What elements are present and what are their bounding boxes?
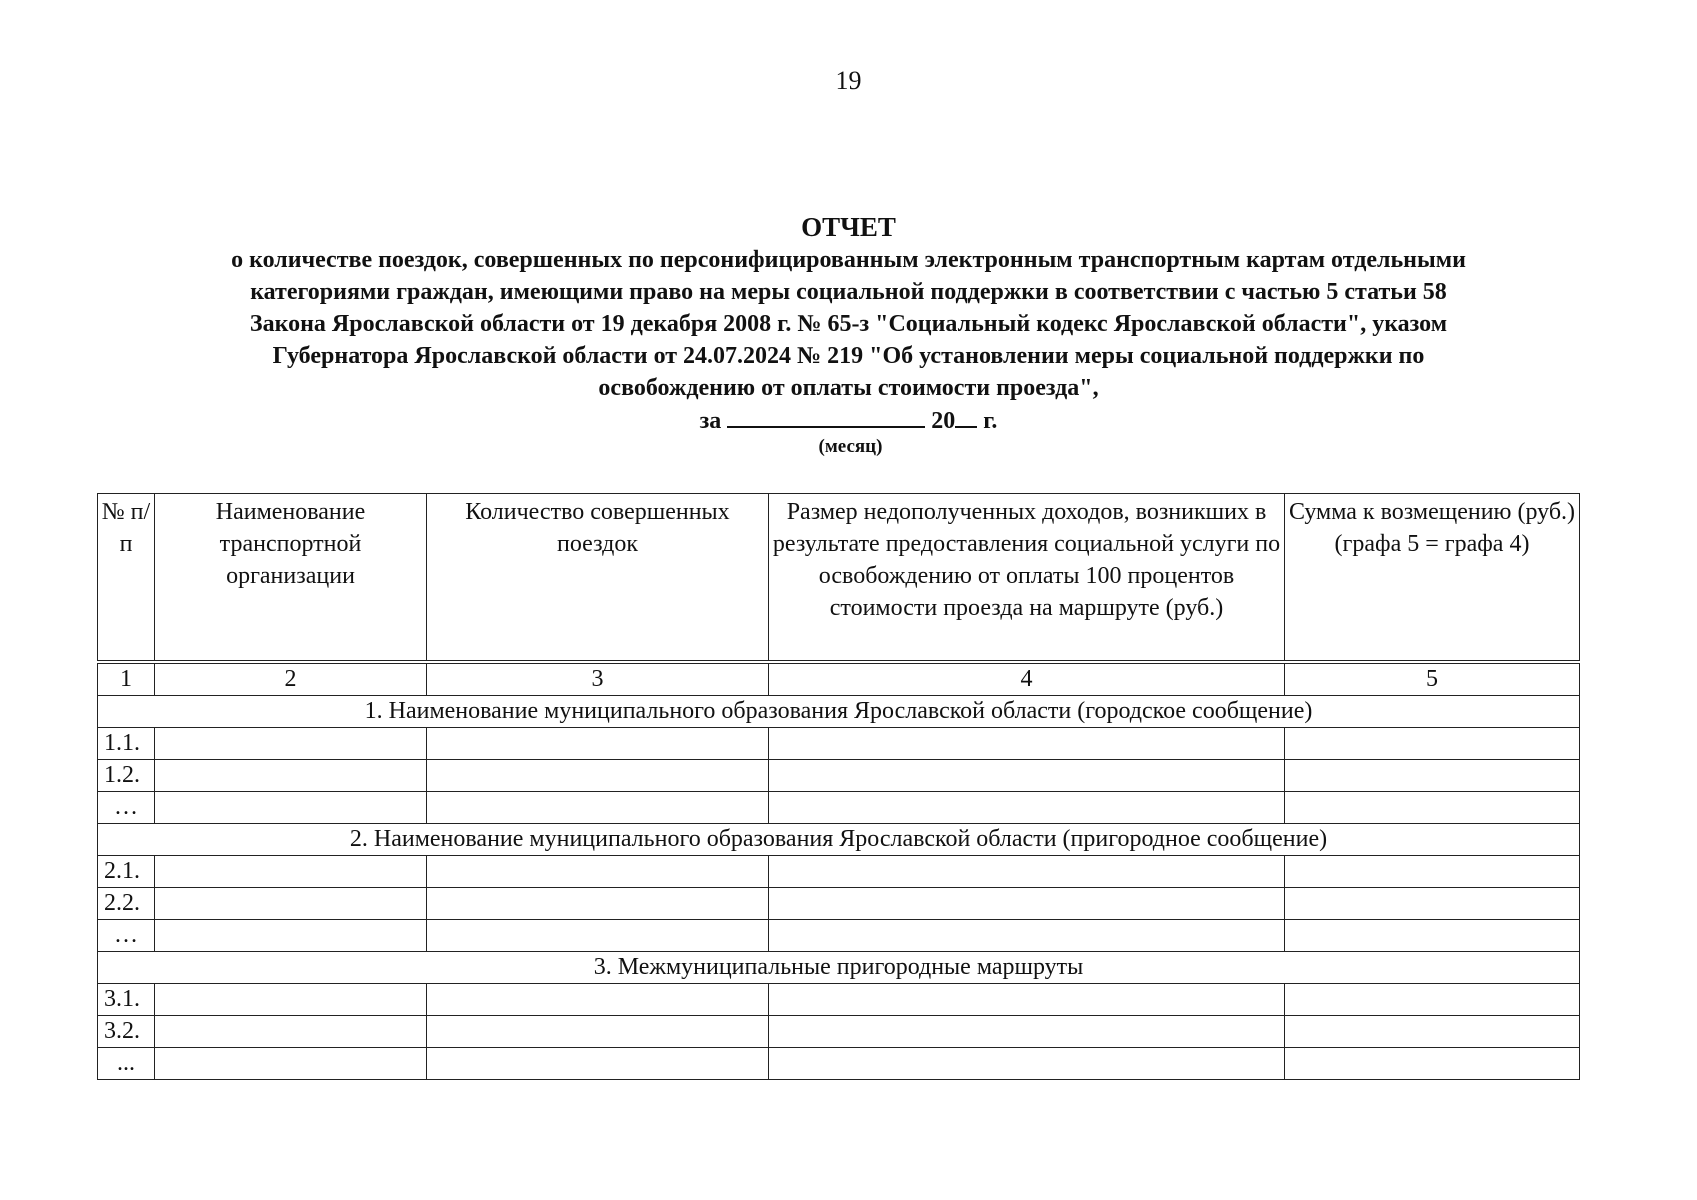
reimbursement-cell[interactable] [1285,792,1580,824]
trip-count-cell[interactable] [427,888,769,920]
month-caption: (месяц) [818,436,883,457]
section-header-row [98,952,1580,984]
section-title: 3. Межмуниципальные пригородные маршруты [98,952,1580,984]
reimbursement-cell[interactable] [1285,1048,1580,1080]
trip-count-cell[interactable] [427,920,769,952]
lost-income-cell[interactable] [769,792,1285,824]
row-index: ... [98,1048,155,1080]
header-index: № п/п [98,494,155,663]
trip-count-cell[interactable] [427,1016,769,1048]
reimbursement-cell[interactable] [1285,1016,1580,1048]
row-index: … [98,792,155,824]
row-index: 1.1. [98,728,155,760]
organization-cell[interactable] [155,1016,427,1048]
table-row [98,760,1580,792]
lost-income-cell[interactable] [769,1048,1285,1080]
organization-cell[interactable] [155,792,427,824]
report-title: ОТЧЕТ [801,212,896,242]
row-index: 2.2. [98,888,155,920]
organization-cell[interactable] [155,984,427,1016]
report-subtitle-line-4: Губернатора Ярославской области от 24.07.2024 № 219 "Об установлении меры социальной поддержки по [272,343,1425,369]
organization-cell[interactable] [155,760,427,792]
report-subtitle-line-5: освобождению от оплаты стоимости проезда", [598,375,1099,401]
reimbursement-cell[interactable] [1285,728,1580,760]
column-number: 1 [98,662,155,696]
row-index: 2.1. [98,856,155,888]
trip-count-cell[interactable] [427,856,769,888]
organization-cell[interactable] [155,888,427,920]
column-number: 5 [1285,662,1580,696]
table-row [98,888,1580,920]
lost-income-cell[interactable] [769,728,1285,760]
table-row [98,984,1580,1016]
lost-income-cell[interactable] [769,1016,1285,1048]
period-prefix: за [699,408,722,434]
trip-count-cell[interactable] [427,792,769,824]
section-title: 2. Наименование муниципального образования Ярославской области (пригородное сообщение) [98,824,1580,856]
month-blank-field[interactable] [727,404,925,428]
table-row [98,1016,1580,1048]
table-row [98,792,1580,824]
reimbursement-cell[interactable] [1285,760,1580,792]
row-index: 3.2. [98,1016,155,1048]
reimbursement-cell[interactable] [1285,984,1580,1016]
table-row [98,728,1580,760]
report-table [97,493,1580,1080]
reimbursement-cell[interactable] [1285,920,1580,952]
column-number-row [98,662,1580,696]
period-year-prefix: 20 [931,408,956,434]
table-row [98,920,1580,952]
lost-income-cell[interactable] [769,760,1285,792]
trip-count-cell[interactable] [427,728,769,760]
organization-cell[interactable] [155,728,427,760]
trip-count-cell[interactable] [427,1048,769,1080]
column-number: 3 [427,662,769,696]
table-header-row [98,494,1580,663]
header-reimbursement: Сумма к возмещению (руб.) (графа 5 = графа 4) [1285,494,1580,663]
report-period [70,404,1627,437]
lost-income-cell[interactable] [769,856,1285,888]
lost-income-cell[interactable] [769,984,1285,1016]
table-row [98,856,1580,888]
reimbursement-cell[interactable] [1285,888,1580,920]
table-row [98,1048,1580,1080]
row-index: … [98,920,155,952]
organization-cell[interactable] [155,1048,427,1080]
lost-income-cell[interactable] [769,888,1285,920]
section-title: 1. Наименование муниципального образования Ярославской области (городское сообщение) [98,696,1580,728]
header-lost-income: Размер недополученных доходов, возникших в результате предоставления социальной услуги по освобождению от оплаты 100 процентов стоимости проезда на маршруте (руб.) [769,494,1285,663]
page-number: 19 [835,66,862,95]
header-organization: Наименование транспортной организации [155,494,427,663]
organization-cell[interactable] [155,920,427,952]
lost-income-cell[interactable] [769,920,1285,952]
report-subtitle-line-3: Закона Ярославской области от 19 декабря 2008 г. № 65-з "Социальный кодекс Ярославской области", указом [249,311,1448,337]
row-index: 3.1. [98,984,155,1016]
organization-cell[interactable] [155,856,427,888]
reimbursement-cell[interactable] [1285,856,1580,888]
column-number: 4 [769,662,1285,696]
period-suffix: г. [983,408,998,434]
row-index: 1.2. [98,760,155,792]
report-subtitle-line-1: о количестве поездок, совершенных по персонифицированным электронным транспортным картам отдельными [231,247,1466,273]
report-heading [70,210,1627,457]
section-header-row [98,696,1580,728]
trip-count-cell[interactable] [427,760,769,792]
column-number: 2 [155,662,427,696]
header-trip-count: Количество совершенных поездок [427,494,769,663]
trip-count-cell[interactable] [427,984,769,1016]
report-subtitle-line-2: категориями граждан, имеющими право на меры социальной поддержки в соответствии с частью 5 статьи 58 [250,279,1447,305]
year-blank-field[interactable] [955,404,977,428]
section-header-row [98,824,1580,856]
